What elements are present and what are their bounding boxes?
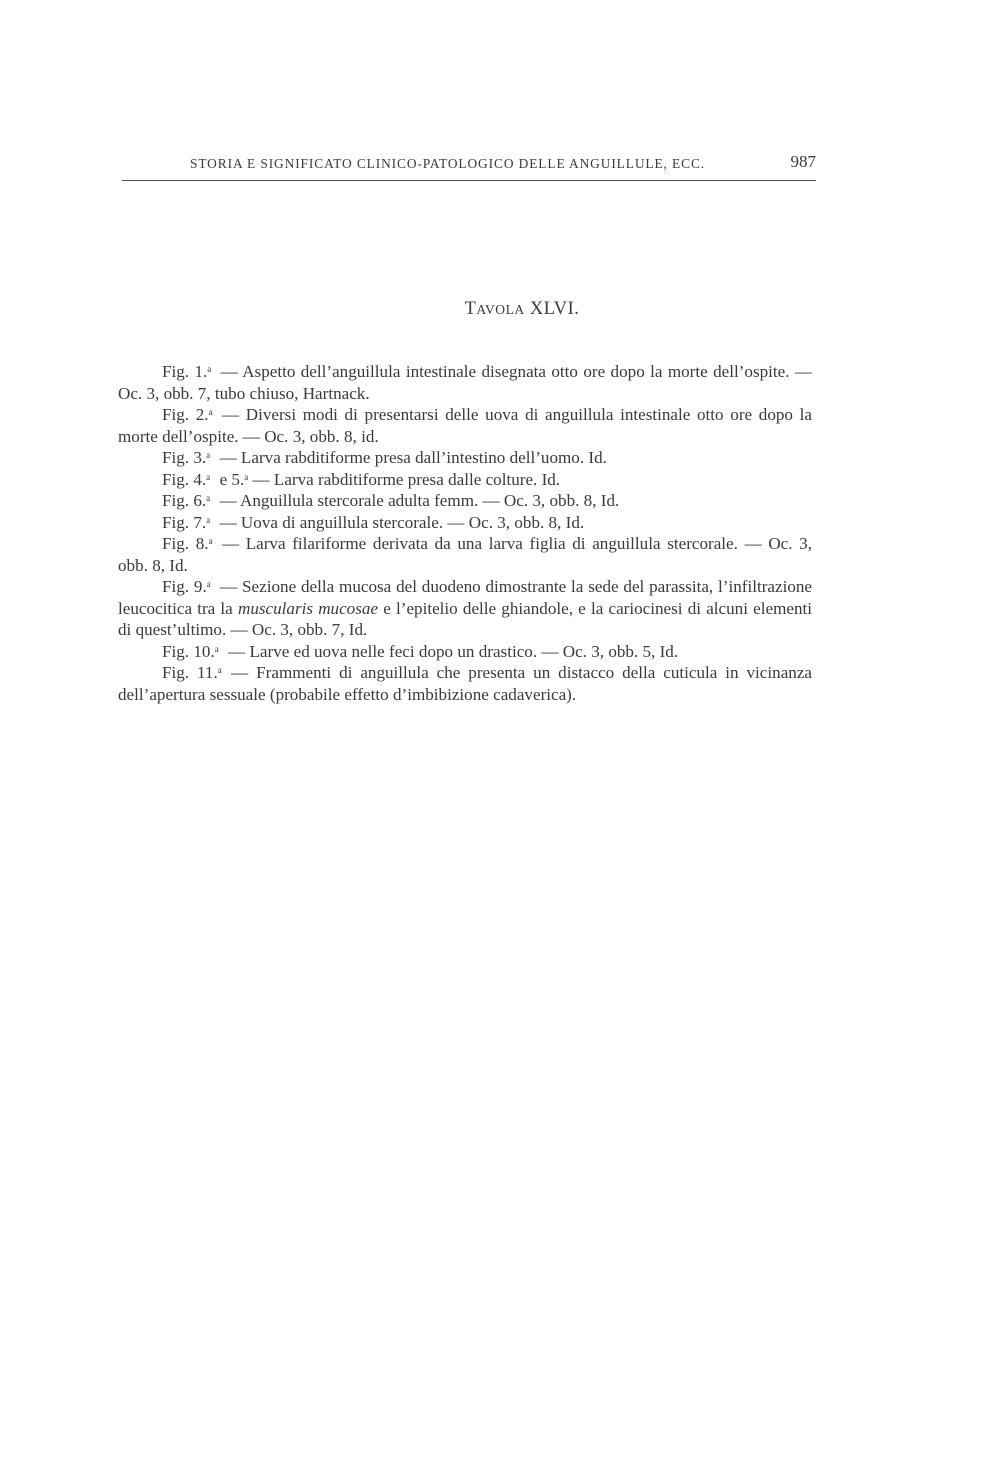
page-number: 987	[790, 152, 816, 171]
caption-label: Fig. 6.$^a$	[162, 491, 211, 510]
caption-fig-10	[118, 641, 812, 663]
caption-fig-11	[118, 662, 812, 705]
caption-text: — Larva filariforme derivata da una larva figlia di anguillula stercorale. — Oc. 3, obb. 8, Id.	[118, 534, 812, 575]
caption-text-continued: e l’epitelio delle ghiandole, e la cariocinesi di alcuni elementi di quest’ultimo. — Oc. 3, obb. 7, Id.	[118, 598, 813, 639]
caption-label: Fig. 11.$^a$	[162, 663, 222, 682]
caption-fig-9	[118, 576, 812, 641]
caption-label: Fig. 9.$^a$	[162, 577, 211, 596]
caption-fig-6	[118, 490, 812, 512]
caption-label: Fig. 8.$^a$	[162, 534, 213, 553]
caption-text: — Frammenti di anguillula che presenta un distacco della cuticula in vicinanza dell’apertura sessuale (probabile effetto d’imbibizione cadaverica).	[118, 663, 812, 704]
caption-label: Fig. 2.$^a$	[162, 405, 213, 424]
running-title: STORIA E SIGNIFICATO CLINICO-PATOLOGICO DELLE ANGUILLULE, ECC.	[190, 156, 706, 171]
plate-title-smallcaps: AVOLA	[476, 302, 525, 317]
caption-text: — Anguillula stercorale adulta femm. — Oc. 3, obb. 8, Id.	[219, 491, 620, 510]
caption-fig-1	[118, 361, 812, 404]
caption-text: — Aspetto dell’anguillula intestinale disegnata otto ore dopo la morte dell’ospite. — Oc. 3, obb. 7, tubo chiuso, Hartnack.	[118, 362, 812, 403]
caption-text: — Sezione della mucosa del duodeno dimostrante la sede del parassita, l’infiltrazione leucocitica tra la	[118, 577, 812, 618]
caption-label: Fig. 4.$^a$	[162, 469, 211, 489]
caption-text: — Diversi modi di presentarsi delle uova di anguillula intestinale otto ore dopo la morte dell’ospite. — Oc. 3, obb. 8, id.	[118, 405, 812, 446]
caption-label: Fig. 3.$^a$	[162, 448, 211, 467]
caption-fig-7	[118, 512, 812, 534]
caption-label: Fig. 7.$^a$	[162, 512, 211, 532]
caption-text: — Larva rabditiforme presa dall’intestino dell’uomo. Id.	[219, 448, 607, 467]
caption-fig-8	[118, 533, 812, 576]
caption-italic-term: muscularis mucosae	[237, 598, 379, 618]
caption-label: Fig. 10.$^a$	[162, 641, 219, 661]
figure-captions	[118, 361, 812, 705]
caption-label-second: e 5.$^a$	[219, 469, 249, 489]
plate-title-initial: T	[464, 299, 477, 319]
plate-title	[0, 299, 1000, 320]
caption-text: — Larve ed uova nelle feci dopo un drastico. — Oc. 3, obb. 5, Id.	[228, 641, 679, 661]
running-head	[122, 150, 816, 184]
caption-label: Fig. 1.$^a$	[162, 362, 212, 381]
caption-fig-3	[118, 447, 812, 469]
caption-text: — Larva rabditiforme presa dalle colture. Id.	[252, 469, 561, 489]
caption-fig-4-5	[118, 469, 812, 491]
header-rule	[122, 180, 816, 181]
plate-title-numeral: XLVI.	[529, 299, 580, 319]
caption-fig-2	[118, 404, 812, 447]
caption-text: — Uova di anguillula stercorale. — Oc. 3, obb. 8, Id.	[219, 512, 585, 532]
